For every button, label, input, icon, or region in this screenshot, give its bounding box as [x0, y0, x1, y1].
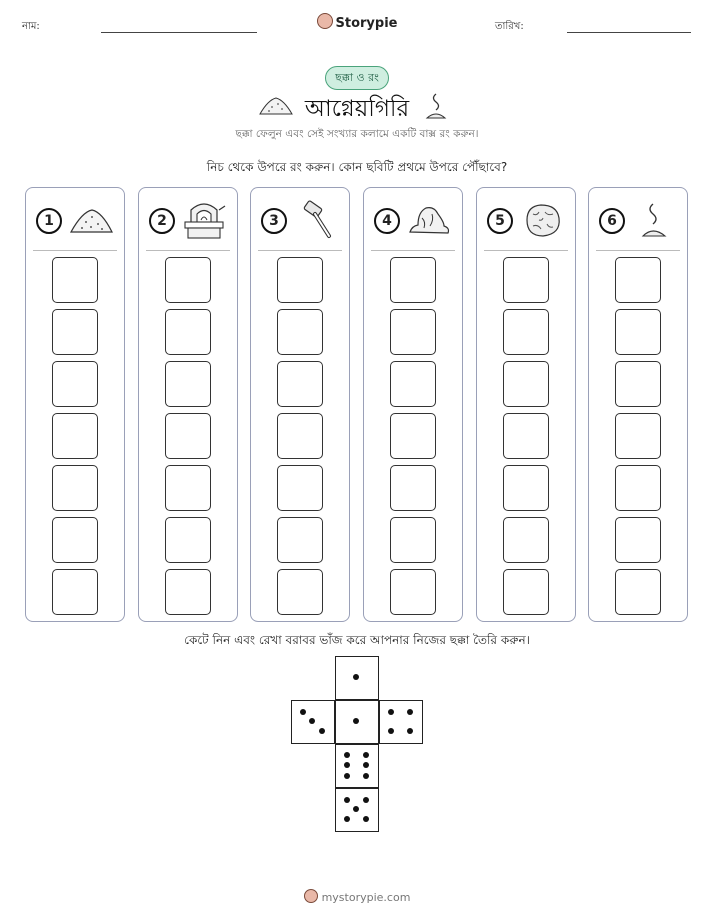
column-divider [371, 250, 455, 251]
color-box[interactable] [52, 517, 98, 563]
color-box[interactable] [277, 465, 323, 511]
column-1 [25, 187, 125, 622]
dice-pip [388, 709, 394, 715]
dice-pip [407, 728, 413, 734]
color-box[interactable] [390, 361, 436, 407]
dice-face-6 [335, 744, 379, 788]
dice-pip [353, 674, 359, 680]
color-box[interactable] [52, 257, 98, 303]
color-box[interactable] [277, 361, 323, 407]
column-number: 1 [36, 208, 62, 234]
smoke-icon [631, 200, 677, 240]
furnace-icon [181, 200, 227, 240]
name-label: নাম: [22, 21, 40, 32]
color-box[interactable] [390, 569, 436, 615]
subtitle: ছক্কা ফেলুন এবং সেই সংখ্যার কলামে একটি বাক্স রং করুন। [235, 128, 479, 140]
column-divider [33, 250, 117, 251]
column-3 [250, 187, 350, 622]
column-2 [138, 187, 238, 622]
color-box[interactable] [277, 413, 323, 459]
color-box[interactable] [615, 569, 661, 615]
color-box[interactable] [165, 309, 211, 355]
color-box[interactable] [165, 257, 211, 303]
column-number: 5 [487, 208, 513, 234]
dice-pip [344, 773, 350, 779]
column-number: 3 [261, 208, 287, 234]
color-box[interactable] [503, 465, 549, 511]
dice-pip [309, 718, 315, 724]
column-divider [146, 250, 230, 251]
column-6 [588, 187, 688, 622]
dice-face-1-top [335, 656, 379, 700]
color-box[interactable] [503, 413, 549, 459]
dice-pip [300, 709, 306, 715]
column-4 [363, 187, 463, 622]
color-box[interactable] [390, 257, 436, 303]
rock-icon [519, 200, 565, 240]
category-badge: ছক্কা ও রং [325, 66, 389, 90]
color-box[interactable] [277, 309, 323, 355]
dice-pip [344, 752, 350, 758]
color-box[interactable] [503, 257, 549, 303]
color-box[interactable] [165, 413, 211, 459]
column-number: 2 [149, 208, 175, 234]
color-box[interactable] [277, 257, 323, 303]
storypie-logo-icon [304, 889, 318, 903]
color-box[interactable] [615, 413, 661, 459]
color-box[interactable] [615, 257, 661, 303]
instruction: নিচ থেকে উপরে রং করুন। কোন ছবিটি প্রথমে উপরে পৌঁছাবে? [206, 160, 508, 174]
ash-pile-icon [68, 200, 114, 240]
column-number: 4 [374, 208, 400, 234]
dice-pip [344, 797, 350, 803]
dice-pip [353, 806, 359, 812]
dice-face-4 [379, 700, 423, 744]
dice-pip [388, 728, 394, 734]
color-box[interactable] [52, 309, 98, 355]
color-box[interactable] [615, 361, 661, 407]
color-box[interactable] [615, 517, 661, 563]
column-divider [484, 250, 568, 251]
dice-pip [344, 816, 350, 822]
dice-pip [344, 762, 350, 768]
color-box[interactable] [390, 465, 436, 511]
brand-logo [0, 13, 714, 31]
footer [0, 889, 714, 904]
column-divider [258, 250, 342, 251]
color-box[interactable] [165, 517, 211, 563]
color-box[interactable] [615, 309, 661, 355]
dice-pip [363, 816, 369, 822]
dice-face-3 [291, 700, 335, 744]
color-box[interactable] [165, 569, 211, 615]
dice-pip [363, 773, 369, 779]
color-box[interactable] [390, 517, 436, 563]
dice-face-5 [335, 788, 379, 832]
dice-pip [353, 718, 359, 724]
date-label: তারিখ: [495, 21, 524, 32]
lava-mound-icon [406, 200, 452, 240]
color-box[interactable] [503, 361, 549, 407]
smoke-decor-icon [424, 90, 448, 120]
dice-pip [363, 797, 369, 803]
dice-face-1-center [335, 700, 379, 744]
color-box[interactable] [390, 309, 436, 355]
storypie-logo-icon [317, 13, 333, 29]
color-box[interactable] [52, 569, 98, 615]
column-number: 6 [599, 208, 625, 234]
color-box[interactable] [503, 309, 549, 355]
dice-pip [407, 709, 413, 715]
page-title: আগ্নেয়গিরি [304, 96, 410, 122]
color-box[interactable] [52, 465, 98, 511]
name-line[interactable] [101, 32, 257, 33]
color-box[interactable] [615, 465, 661, 511]
brand-name: Storypie [335, 16, 398, 31]
color-box[interactable] [503, 569, 549, 615]
color-box[interactable] [52, 361, 98, 407]
date-line[interactable] [567, 32, 691, 33]
color-box[interactable] [165, 465, 211, 511]
cut-instruction: কেটে নিন এবং রেখা বরাবর ভাঁজ করে আপনার নিজের ছক্কা তৈরি করুন। [184, 633, 530, 647]
footer-url: mystorypie.com [321, 891, 411, 904]
hammer-icon [293, 200, 339, 240]
color-box[interactable] [277, 569, 323, 615]
column-5 [476, 187, 576, 622]
color-box[interactable] [52, 413, 98, 459]
dice-pip [319, 728, 325, 734]
color-box[interactable] [165, 361, 211, 407]
color-box[interactable] [390, 413, 436, 459]
color-box[interactable] [503, 517, 549, 563]
dice-pip [363, 762, 369, 768]
column-divider [596, 250, 680, 251]
dice-pip [363, 752, 369, 758]
color-box[interactable] [277, 517, 323, 563]
